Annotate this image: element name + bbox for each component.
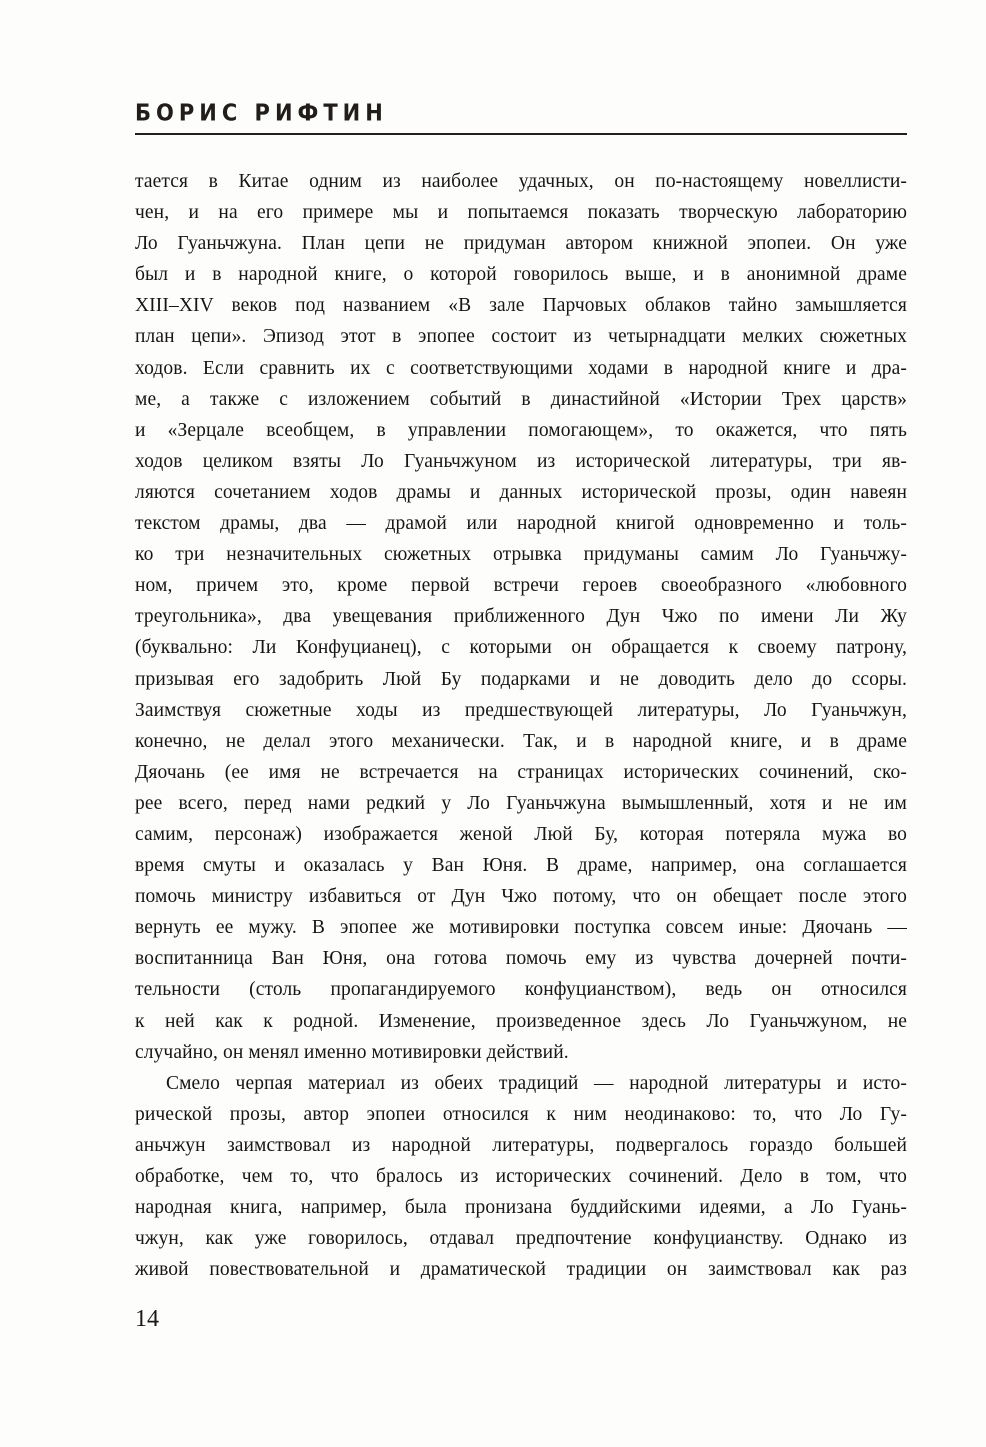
page-number: 14	[135, 1306, 159, 1332]
text-line: ходов. Если сравнить их с соответствующими ходами в народной книге и дра-	[135, 357, 907, 379]
text-line: треугольника», два увещевания приближенного Дун Чжо по имени Ли Жу	[135, 606, 907, 628]
text-line: ляются сочетанием ходов драмы и данных исторической прозы, один навеян	[135, 481, 907, 503]
text-line: аньчжун заимствовал из народной литературы, подвергалось гораздо большей	[135, 1134, 907, 1156]
text-line: Заимствуя сюжетные ходы из предшествующей литературы, Ло Гуаньчжун,	[135, 699, 907, 721]
text-line: время смуты и оказалась у Ван Юня. В драме, например, она соглашается	[135, 855, 907, 877]
paragraph	[135, 1068, 907, 1286]
text-line: рее всего, перед нами редкий у Ло Гуаньчжуна вымышленный, хотя и не им	[135, 792, 907, 814]
text-line: рической прозы, автор эпопеи относился к ним неодинаково: то, что Ло Гу-	[135, 1103, 907, 1125]
running-head	[135, 100, 907, 135]
author-header: БОРИС РИФТИН	[135, 100, 388, 126]
text-line: случайно, он менял именно мотивировки действий.	[135, 1041, 569, 1063]
text-line: к ней как к родной. Изменение, произведенное здесь Ло Гуаньчжуном, не	[135, 1010, 907, 1032]
text-line: текстом драмы, два — драмой или народной книгой одновременно и толь-	[135, 513, 907, 535]
text-line: самим, персонаж) изображается женой Люй Бу, которая потеряла мужа во	[135, 823, 907, 845]
text-line: был и в народной книге, о которой говорилось выше, и в анонимной драме	[135, 264, 907, 286]
text-line: ходов целиком взяты Ло Гуаньчжуном из исторической литературы, три яв-	[135, 450, 907, 472]
text-line: народная книга, например, была пронизана буддийскими идеями, а Ло Гуань-	[135, 1197, 907, 1219]
header-rule	[135, 133, 907, 135]
text-line: обработке, чем то, что бралось из исторических сочинений. Дело в том, что	[135, 1166, 907, 1187]
text-line: ме, а также с изложением событий в династийной «Истории Трех царств»	[135, 388, 907, 410]
text-line: призывая его задобрить Люй Бу подарками и не доводить дело до ссоры.	[135, 668, 907, 690]
body-text	[135, 166, 907, 1285]
text-line: Ло Гуаньчжуна. План цепи не придуман автором книжной эпопеи. Он уже	[135, 233, 907, 255]
text-line: ко три незначительных сюжетных отрывка придуманы самим Ло Гуаньчжу-	[135, 544, 907, 566]
text-line: чен, и на его примере мы и попытаемся показать творческую лабораторию	[135, 202, 907, 224]
text-line: (буквально: Ли Конфуцианец), с которыми он обращается к своему патрону,	[135, 637, 907, 659]
text-line: вернуть ее мужу. В эпопее же мотивировки поступка совсем иные: Дяочань —	[135, 917, 907, 939]
text-line: чжун, как уже говорилось, отдавал предпочтение конфуцианству. Однако из	[135, 1228, 907, 1250]
text-line: конечно, не делал этого механически. Так, и в народной книге, и в драме	[135, 730, 907, 752]
text-line: помочь министру избавиться от Дун Чжо потому, что он обещает после этого	[135, 886, 907, 908]
text-line: и «Зерцале всеобщем, в управлении помогающем», то окажется, что пять	[135, 419, 907, 441]
text-line: ном, причем это, кроме первой встречи героев своеобразного «любовного	[135, 575, 907, 597]
text-line: Смело черпая материал из обеих традиций — народной литературы и исто-	[166, 1072, 907, 1094]
text-line: XIII–XIV веков под названием «В зале Парчовых облаков тайно замышляется	[135, 295, 907, 317]
text-line: воспитанница Ван Юня, она готова помочь ему из чувства дочерней почти-	[135, 948, 907, 970]
text-line: тельности (столь пропагандируемого конфуцианством), ведь он относился	[135, 979, 907, 1001]
text-line: тается в Китае одним из наиболее удачных, он по-настоящему новеллисти-	[135, 171, 907, 192]
paragraph	[135, 166, 907, 1068]
text-line: план цепи». Эпизод этот в эпопее состоит из четырнадцати мелких сюжетных	[135, 326, 907, 348]
text-line: Дяочань (ее имя не встречается на страницах исторических сочинений, ско-	[135, 761, 907, 783]
text-line: живой повествовательной и драматической традиции он заимствовал как раз	[135, 1259, 907, 1281]
